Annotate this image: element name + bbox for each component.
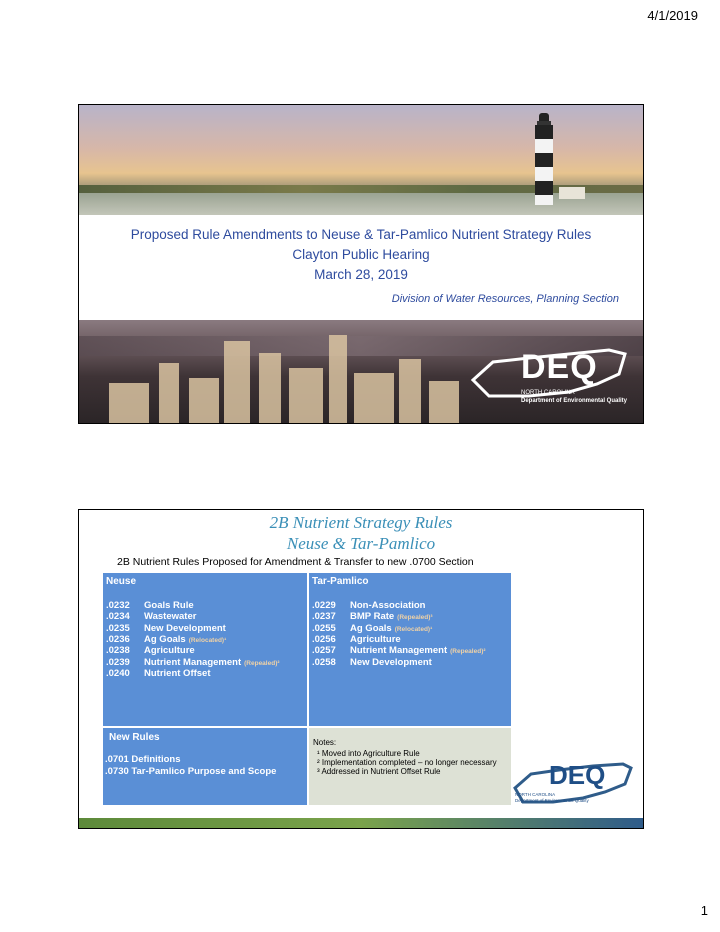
rule-row (312, 623, 432, 634)
deq-logo-state: NORTH CAROLINA (515, 792, 556, 797)
rule-row (312, 600, 425, 611)
rule-number: .0239 (106, 656, 130, 668)
rule-number: .0232 (106, 600, 130, 611)
page-number: 1 (700, 903, 708, 918)
rule-status-tag: (Relocated)¹ (394, 625, 433, 633)
rule-name: Goals Rule (144, 600, 194, 611)
deq-logo-text: DEQ (521, 348, 598, 386)
rule-row (312, 611, 433, 622)
rule-name: BMP Rate (350, 611, 395, 623)
rule-name: Nutrient Management (350, 645, 448, 657)
rule-name: Agriculture (350, 633, 401, 645)
rule-number: .0240 (106, 667, 130, 679)
slide-2-subtitle: 2B Nutrient Rules Proposed for Amendment & Transfer to new .0700 Section (117, 556, 474, 568)
deq-logo (513, 758, 633, 808)
rule-number: .0256 (312, 633, 336, 645)
rule-number: .0257 (312, 645, 336, 657)
slide-2-footer-bar (79, 818, 643, 828)
rule-row (106, 645, 195, 656)
note-item: ¹ Moved into Agriculture Rule (317, 749, 420, 758)
rule-status-tag: (Repealed)² (244, 659, 280, 667)
note-item: ³ Addressed in Nutrient Offset Rule (317, 767, 441, 776)
rule-number: .0255 (312, 622, 336, 634)
slide-2-title (79, 510, 643, 554)
page-date: 4/1/2019 (647, 8, 698, 23)
rule-status-tag: (Relocated)¹ (188, 636, 227, 644)
rule-row (312, 634, 401, 645)
rule-row (106, 634, 226, 645)
lighthouse-banner-image (79, 105, 643, 215)
slide-2-title-line-1: 2B Nutrient Strategy Rules (269, 513, 453, 532)
rule-number: .0236 (106, 633, 130, 645)
new-rules-panel (103, 728, 307, 805)
note-item: ² Implementation completed – no longer necessary (317, 758, 497, 767)
tar-pamlico-panel (309, 573, 511, 726)
slide-1-division: Division of Water Resources, Planning Section (391, 293, 619, 305)
deq-logo (469, 340, 629, 410)
rule-number: .0238 (106, 645, 130, 657)
lighthouse-icon (533, 113, 555, 205)
rule-number: .0258 (312, 656, 336, 668)
rule-name: Wastewater (144, 611, 197, 623)
notes-panel (309, 728, 511, 805)
deq-logo-text: DEQ (549, 760, 606, 790)
new-rule-item: .0701 Definitions (105, 754, 181, 765)
slide-1 (78, 104, 644, 424)
rule-status-tag: (Repealed)² (450, 648, 486, 656)
rule-row (106, 668, 211, 679)
rule-status-tag: (Repealed)³ (397, 614, 433, 622)
city-skyline-image (79, 320, 643, 423)
notes-header: Notes: (313, 738, 337, 747)
rule-row (106, 623, 226, 634)
rule-row (106, 600, 194, 611)
rule-number: .0229 (312, 600, 336, 611)
rule-number: .0234 (106, 611, 130, 623)
rule-row (312, 645, 486, 656)
slide-1-date: March 28, 2019 (314, 267, 408, 282)
slide-2-title-line-2: Neuse & Tar-Pamlico (286, 534, 436, 553)
slide-2 (78, 509, 644, 829)
rule-name: Nutrient Management (144, 656, 242, 668)
rule-row (106, 657, 280, 668)
slide-1-title: Proposed Rule Amendments to Neuse & Tar-Pamlico Nutrient Strategy Rules (130, 227, 592, 242)
deq-logo-dept: Department of Environmental Quality (515, 798, 589, 803)
tar-pamlico-header: Tar-Pamlico (312, 576, 369, 587)
neuse-header: Neuse (106, 576, 137, 587)
rule-number: .0235 (106, 622, 130, 634)
rule-name: Ag Goals (350, 622, 392, 634)
rule-name: Nutrient Offset (144, 667, 211, 679)
rule-name: Non-Association (350, 600, 426, 611)
new-rule-item: .0730 Tar-Pamlico Purpose and Scope (105, 766, 277, 777)
new-rules-header: New Rules (109, 732, 160, 743)
slide-1-event: Clayton Public Hearing (292, 247, 430, 262)
rule-row (106, 611, 196, 622)
rule-name: Ag Goals (144, 633, 186, 645)
deq-logo-dept: Department of Environmental Quality (521, 398, 628, 404)
rule-name: New Development (144, 622, 226, 634)
deq-logo-state: NORTH CAROLINA (521, 390, 575, 396)
rule-number: .0237 (312, 611, 336, 623)
rule-row (312, 657, 432, 668)
neuse-panel (103, 573, 307, 726)
rule-name: New Development (350, 656, 432, 668)
rule-name: Agriculture (144, 645, 195, 657)
house-shape (559, 187, 585, 199)
